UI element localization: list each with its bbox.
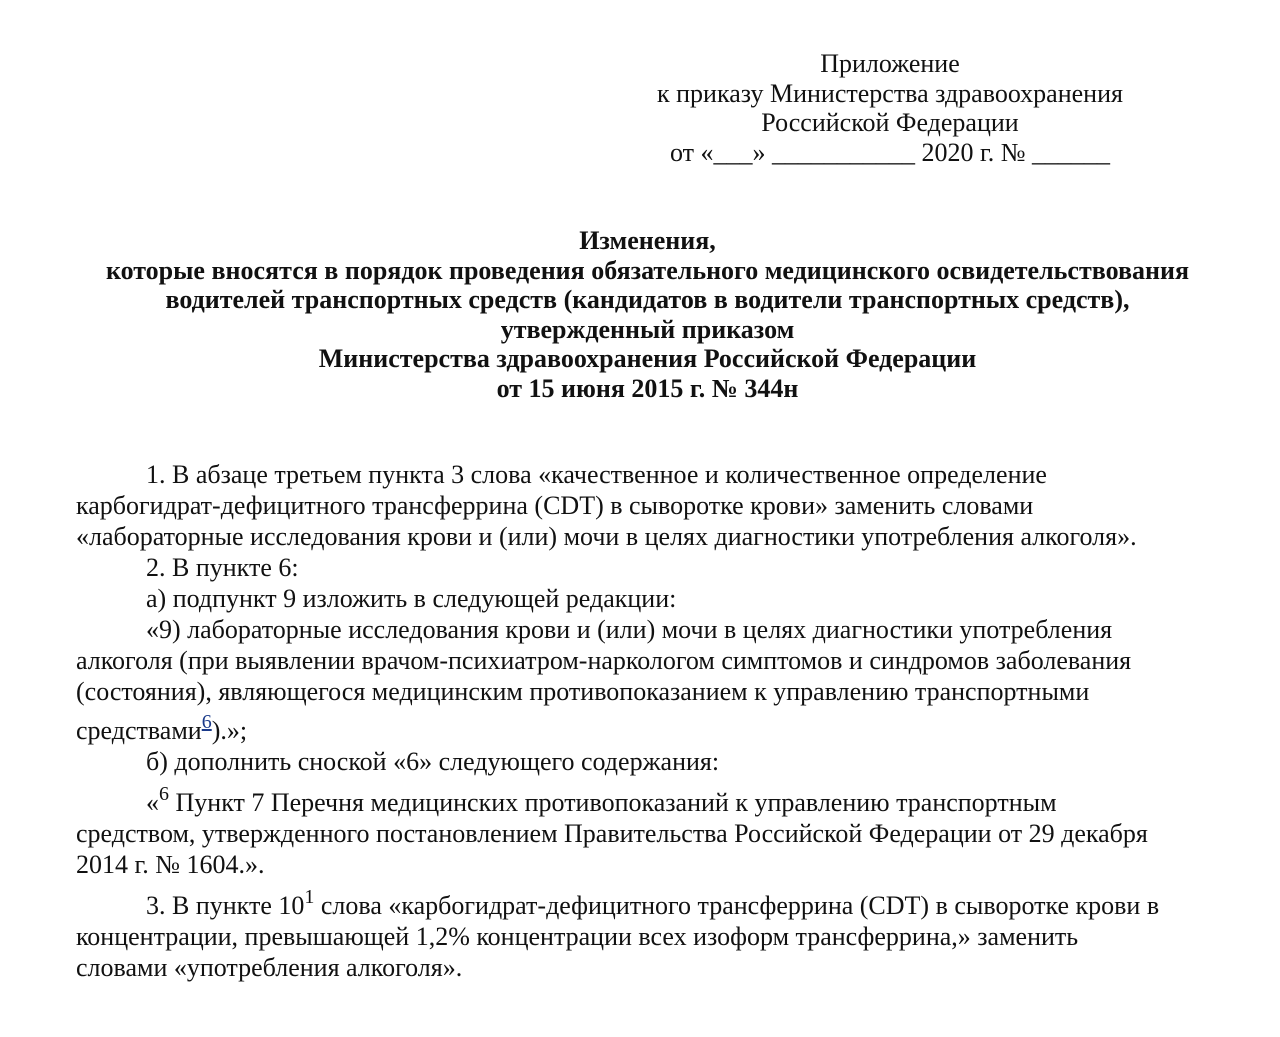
title-line-5: Министерства здравоохранения Российской Федерации	[318, 344, 977, 374]
paragraph-4	[76, 614, 1221, 746]
paragraph-4-line: (состояния), являющегося медицинским противопоказанием к управлению транспортными	[76, 677, 1090, 706]
appendix-order-ref: к приказу Министерства здравоохранения	[657, 78, 1123, 108]
paragraph-4-line: «9) лабораторные исследования крови и (или) мочи в целях диагностики употребления	[146, 615, 1113, 644]
title-line-3: водителей транспортных средств (кандидатов в водители транспортных средств),	[165, 285, 1130, 315]
paragraph-6-line: 2014 г. № 1604.».	[76, 850, 265, 879]
footnote-6-marker: 6	[159, 783, 169, 805]
paragraph-6-line: средством, утвержденного постановлением Правительства Российской Федерации от 29 декабря	[76, 819, 1148, 848]
appendix-federation: Российской Федерации	[761, 108, 1019, 137]
paragraph-4-tail: ).»;	[211, 716, 248, 745]
paragraph-7-superscript: 1	[304, 886, 315, 908]
paragraph-2	[76, 552, 1221, 583]
paragraph-1-line: карбогидрат-дефицитного трансферрина (CDT) в сыворотке крови» заменить словами	[76, 491, 1034, 520]
paragraph-4-text: средствами	[76, 716, 202, 745]
paragraph-2-line: 2. В пункте 6:	[146, 553, 299, 582]
footnote-6-text: Пункт 7 Перечня медицинских противопоказаний к управлению транспортным	[169, 788, 1057, 817]
paragraph-7	[76, 886, 1221, 983]
paragraph-1-line: 1. В абзаце третьем пункта 3 слова «качественное и количественное определение	[146, 460, 1047, 489]
paragraph-4-line	[6, 711, 1221, 746]
paragraph-7-line	[76, 886, 1221, 921]
paragraph-5-line: б) дополнить сноской «6» следующего содержания:	[146, 747, 720, 776]
paragraph-1-line: «лабораторные исследования крови и (или) мочи в целях диагностики употребления алкоголя».	[76, 522, 1137, 551]
paragraph-6	[76, 783, 1221, 880]
footnote-open-quote: «	[146, 788, 159, 817]
appendix-label: Приложение	[820, 49, 960, 78]
title-line-2: которые вносятся в порядок проведения обязательного медицинского освидетельствования	[105, 255, 1190, 285]
paragraph-6-line	[76, 783, 1221, 818]
paragraph-7-line: концентрации, превышающей 1,2% концентрации всех изоформ трансферрина,» заменить	[76, 922, 1079, 951]
paragraph-5	[76, 746, 1221, 777]
appendix-date-number: от «___» ___________ 2020 г. № ______	[669, 137, 1111, 167]
paragraph-1	[76, 459, 1221, 552]
title-line-4: утвержденный приказом	[500, 314, 795, 344]
paragraph-7-text: 3. В пункте 10	[146, 891, 305, 920]
paragraph-4-line: алкоголя (при выявлении врачом-психиатром-наркологом симптомов и синдромов заболевания	[76, 646, 1132, 675]
title-line-6: от 15 июня 2015 г. № 344н	[496, 373, 799, 403]
document-body	[76, 459, 1221, 983]
title-line-1: Изменения,	[579, 226, 716, 255]
paragraph-3-line: а) подпункт 9 изложить в следующей редакции:	[146, 584, 677, 613]
appendix-header	[640, 49, 1140, 167]
footnote-6-link[interactable]: 6	[201, 711, 212, 733]
paragraph-3	[76, 583, 1221, 614]
document-title	[0, 226, 1280, 404]
paragraph-7-tail: слова «карбогидрат-дефицитного трансферрина (CDT) в сыворотке крови в	[314, 891, 1160, 920]
paragraph-7-line: словами «употребления алкоголя».	[76, 953, 463, 982]
